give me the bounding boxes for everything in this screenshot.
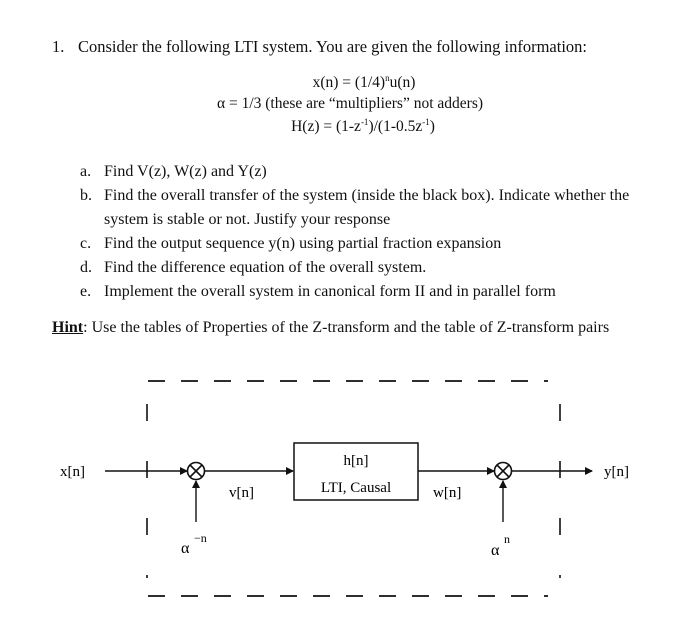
problem-statement [52, 37, 587, 57]
output-label: y[n] [604, 464, 629, 480]
question-d: d. Find the difference equation of the overall system. [80, 259, 427, 276]
w-label: w[n] [433, 485, 462, 501]
coef-2-exp: n [504, 532, 510, 546]
question-a: a. Find V(z), W(z) and Y(z) [80, 163, 267, 180]
block-diagram [0, 360, 700, 620]
input-label: x[n] [60, 464, 85, 480]
hint-text: : Use the tables of Properties of the Z-transform and the table of Z-transform pairs [83, 319, 610, 336]
coef-1-base: α [181, 540, 190, 557]
problem-intro: Consider the following LTI system. You are given the following information: [78, 37, 588, 56]
box-label-lti: LTI, Causal [320, 480, 392, 496]
question-b: b. Find the overall transfer of the system (inside the black box). Indicate whether the system is stable or not. Justify your response [80, 187, 630, 228]
hint-label: Hint [52, 319, 84, 336]
question-e: e. Implement the overall system in canonical form II and in parallel form [80, 283, 556, 300]
multiplier-2 [495, 463, 512, 480]
equation-input: $x(n) = (1/4)^nu(n)$ [312, 73, 416, 92]
multiplier-1 [188, 463, 205, 480]
box-label-hn: h[n] [343, 453, 369, 469]
question-list [80, 160, 660, 304]
problem-number: 1. [52, 37, 65, 56]
v-label: v[n] [229, 485, 254, 501]
equation-transfer: $H(z) = (1-z^{-1})/(1-0.5z^{-1})$ [291, 117, 435, 136]
equation-alpha: α = 1/3 (these are “multipliers” not adders) [216, 95, 484, 112]
coef-2-base: α [491, 542, 500, 559]
coef-1-exp: −n [194, 531, 207, 545]
hint [52, 316, 662, 339]
question-c: c. Find the output sequence y(n) using partial fraction expansion [80, 235, 502, 252]
